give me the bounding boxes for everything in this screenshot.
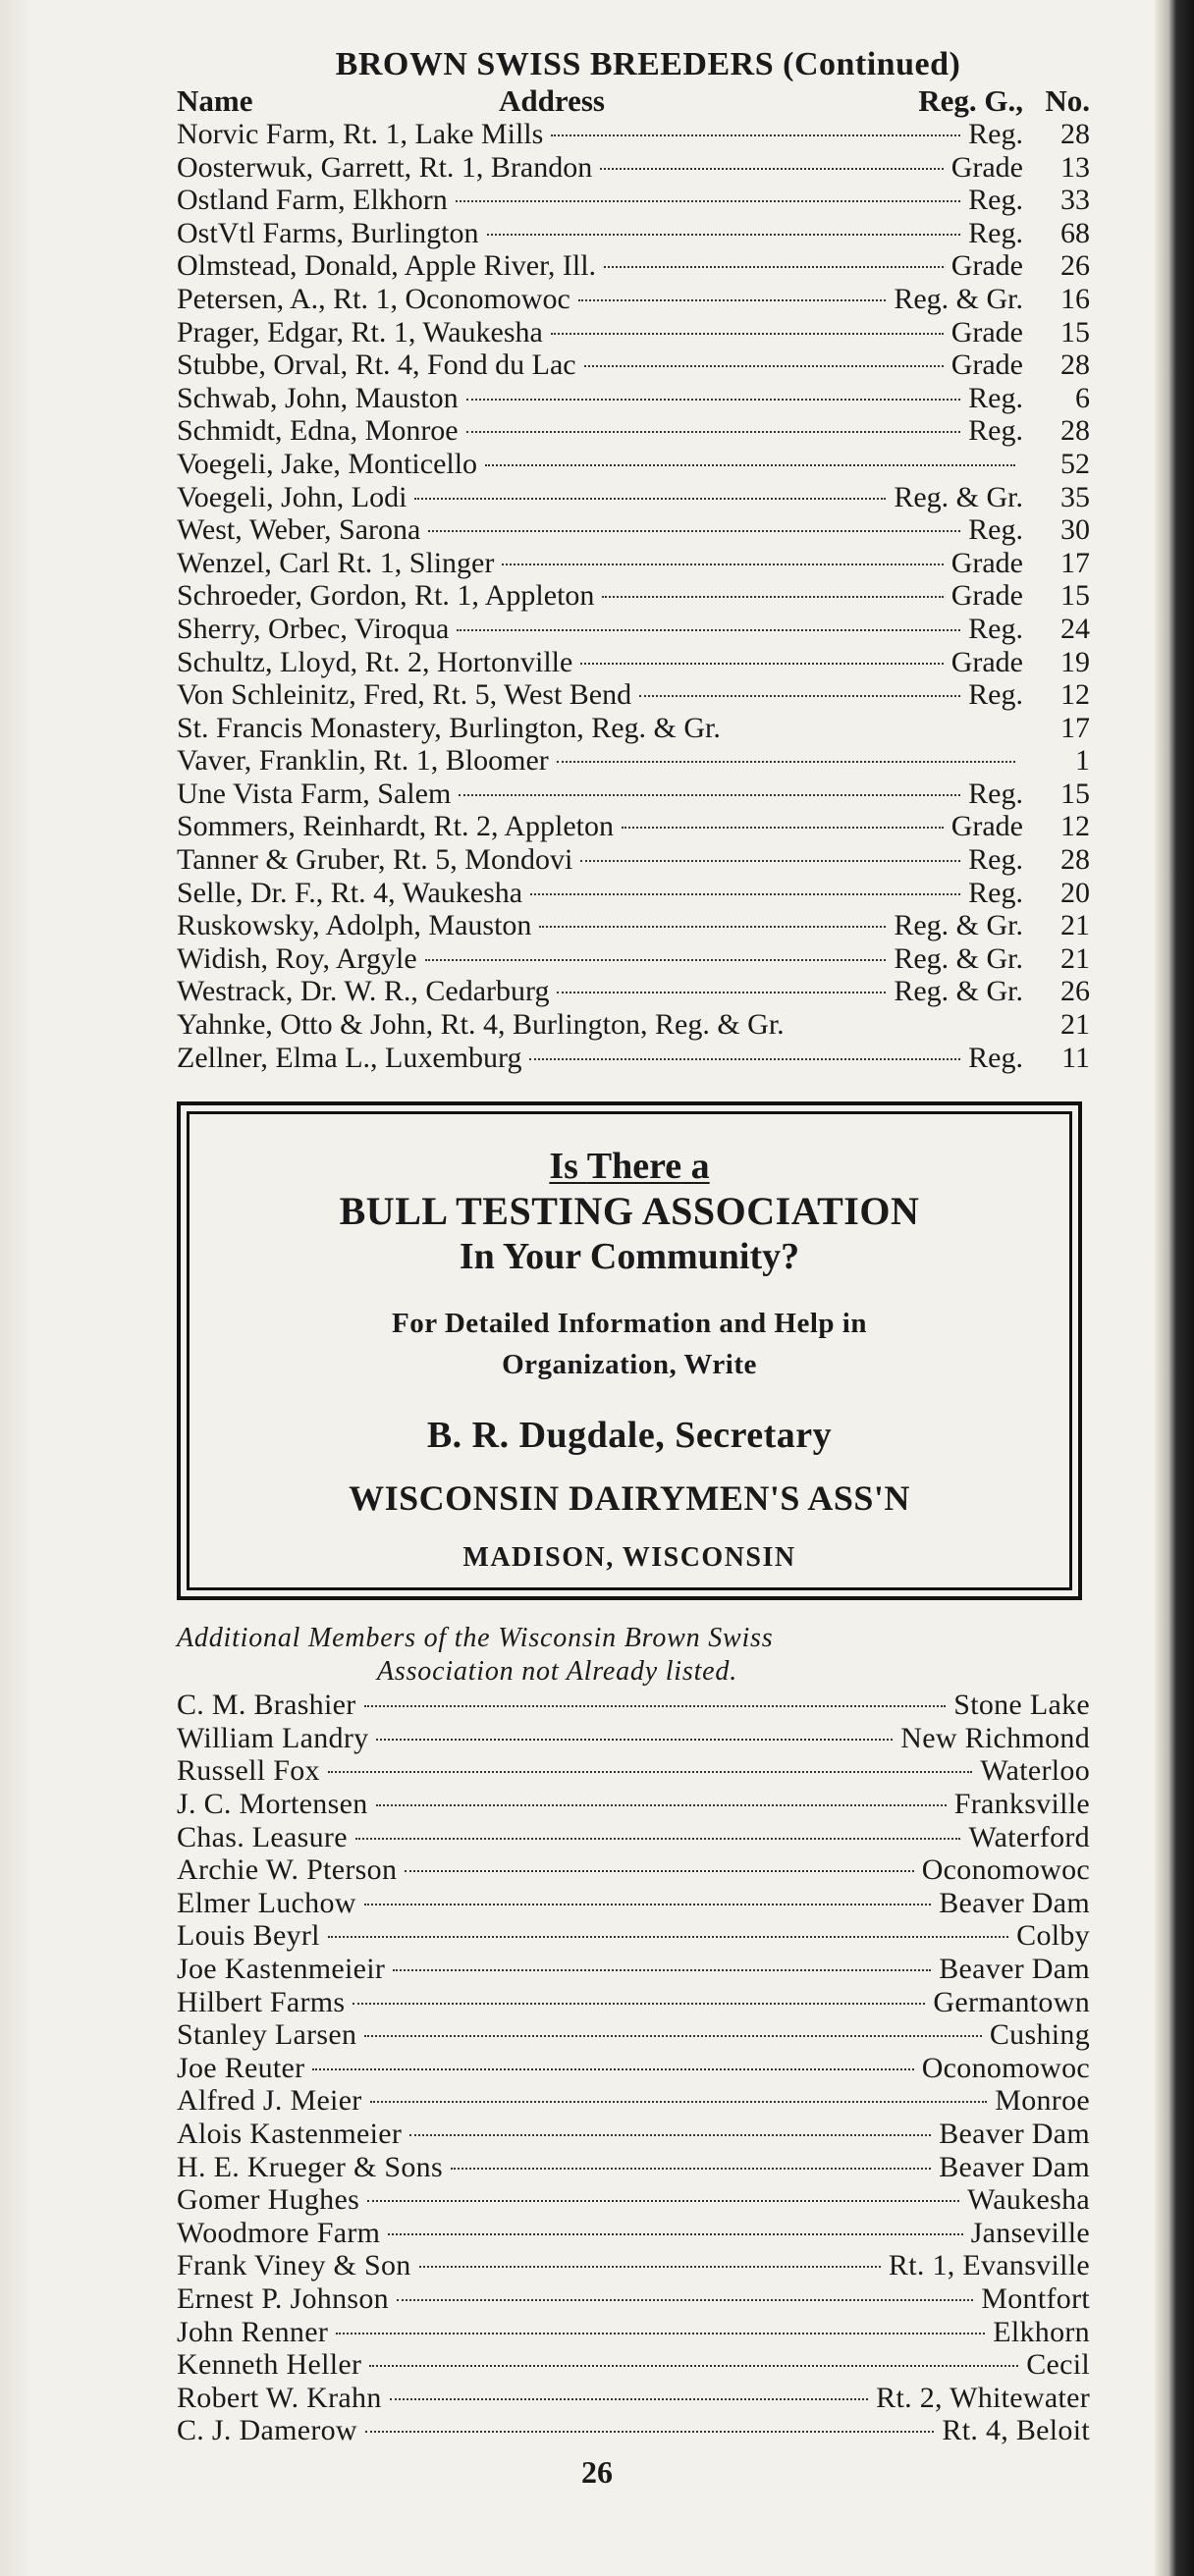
dot-leader (551, 333, 944, 335)
advertisement-inner-frame (187, 1111, 1072, 1590)
breeder-row (177, 810, 1090, 843)
member-name: Chas. Leasure (177, 1820, 348, 1853)
member-name: H. E. Krueger & Sons (177, 2150, 443, 2183)
dot-leader (487, 234, 961, 236)
member-row (177, 2052, 1090, 2085)
dot-leader (457, 629, 960, 631)
member-town: Elkhorn (993, 2315, 1090, 2348)
breeder-row (177, 349, 1090, 382)
breeder-herd-count: 33 (1060, 184, 1090, 217)
breeder-name-address: Olmstead, Donald, Apple River, Ill. (177, 249, 597, 283)
member-name: Joe Kastenmeieir (177, 1952, 386, 1985)
breeder-row (177, 942, 1090, 976)
breeder-row (177, 547, 1090, 580)
breeder-herd-count: 15 (1060, 777, 1090, 810)
member-name: Woodmore Farm (177, 2216, 381, 2249)
breeder-herd-count: 12 (1060, 810, 1090, 843)
member-name: Hilbert Farms (177, 1985, 346, 2018)
ad-info (190, 1303, 1069, 1385)
dot-leader (414, 498, 886, 500)
member-name: Ernest P. Johnson (177, 2281, 389, 2315)
breeder-row (177, 646, 1090, 679)
member-name: Stanley Larsen (177, 2018, 357, 2052)
breeder-herd-count: 26 (1060, 975, 1090, 1008)
member-row (177, 2282, 1090, 2316)
breeder-row (177, 249, 1090, 283)
dot-leader (428, 530, 960, 532)
breeder-herd-count: 52 (1060, 447, 1090, 480)
member-row (177, 1919, 1090, 1953)
dot-leader (376, 1739, 893, 1741)
breeder-herd-count: 21 (1060, 1008, 1090, 1042)
member-row (177, 1689, 1090, 1722)
ad-headline-3: In Your Community? (459, 1236, 800, 1278)
breeder-row (177, 909, 1090, 942)
member-town: Beaver Dam (939, 1952, 1090, 1985)
dot-leader (456, 200, 960, 202)
breeder-registration: Grade (950, 249, 1023, 283)
breeder-name-address: Ruskowsky, Adolph, Mauston (177, 909, 532, 942)
dot-leader (390, 2398, 869, 2400)
dot-leader (328, 1771, 973, 1773)
ad-headline-1 (190, 1144, 1069, 1189)
breeder-row (177, 778, 1090, 811)
dot-leader (364, 1904, 932, 1905)
breeder-herd-count: 11 (1061, 1041, 1090, 1074)
breeder-herd-count: 28 (1060, 414, 1090, 448)
breeder-row (177, 316, 1090, 349)
advertisement-box (177, 1101, 1082, 1600)
member-town: Stone Lake (953, 1689, 1090, 1722)
member-town: Germantown (933, 1985, 1090, 2018)
member-row (177, 2118, 1090, 2151)
dot-leader (557, 761, 1015, 763)
ad-headline-2: BULL TESTING ASSOCIATION (339, 1189, 920, 1234)
member-town: New Richmond (900, 1721, 1090, 1754)
dot-leader (485, 464, 1015, 466)
breeder-row (177, 513, 1090, 547)
page-number: 26 (581, 2454, 613, 2490)
member-town: Rt. 2, Whitewater (876, 2381, 1090, 2414)
breeder-herd-count: 28 (1060, 349, 1090, 382)
member-town: Rt. 1, Evansville (888, 2249, 1090, 2282)
ad-info-line-1: For Detailed Information and Help in (392, 1308, 867, 1340)
breeder-name-address: Selle, Dr. F., Rt. 4, Waukesha (177, 876, 523, 909)
breeder-row (177, 151, 1090, 185)
breeder-herd-count: 30 (1060, 513, 1090, 547)
breeder-herd-count: 24 (1060, 612, 1090, 645)
breeder-row (177, 975, 1090, 1008)
breeder-registration: Reg. & Gr. (894, 282, 1023, 315)
member-name: Frank Viney & Son (177, 2249, 411, 2282)
member-name: Joe Reuter (177, 2051, 305, 2084)
dot-leader (551, 134, 960, 136)
breeder-name-address: Voegeli, John, Lodi (177, 480, 407, 513)
breeder-row (177, 382, 1090, 415)
breeder-registration: Grade (950, 579, 1023, 613)
breeder-registration: Reg. (968, 843, 1023, 877)
dot-leader (622, 827, 944, 829)
dot-leader (604, 266, 944, 268)
breeder-row (177, 448, 1090, 481)
member-row (177, 1986, 1090, 2019)
member-name: Russell Fox (177, 1754, 320, 1788)
member-row (177, 2183, 1090, 2217)
dot-leader (369, 2365, 1018, 2367)
members-intro-line-1: Additional Members of the Wisconsin Brown Swiss (177, 1623, 774, 1654)
dot-leader (397, 2299, 973, 2301)
dot-leader (393, 1969, 931, 1971)
dot-leader (600, 168, 943, 170)
breeder-row (177, 1042, 1090, 1075)
column-headers (177, 84, 1090, 118)
ad-headline-rest: There a (586, 1146, 710, 1188)
member-name: J. C. Mortensen (177, 1788, 368, 1820)
breeder-herd-count: 35 (1060, 480, 1090, 513)
member-row (177, 2217, 1090, 2250)
member-row (177, 2249, 1090, 2282)
breeder-name-address: Schwab, John, Mauston (177, 381, 459, 414)
member-row (177, 2348, 1090, 2382)
breeder-herd-count: 20 (1060, 876, 1090, 909)
member-town: Oconomowoc (921, 2051, 1090, 2084)
dot-leader (539, 926, 886, 928)
members-intro-line-2: Association not Already listed. (377, 1656, 737, 1688)
breeder-registration: Grade (950, 546, 1023, 579)
member-row (177, 2151, 1090, 2184)
breeder-herd-count: 15 (1060, 315, 1090, 349)
breeder-herd-count: 21 (1060, 909, 1090, 942)
breeder-herd-count: 12 (1060, 678, 1090, 712)
breeder-registration: Reg. & Gr. (894, 909, 1023, 942)
member-row (177, 2316, 1090, 2349)
breeder-registration: Reg. (968, 678, 1023, 712)
dot-leader (502, 564, 943, 565)
ad-headline-is: Is (549, 1146, 578, 1188)
dot-leader (451, 2168, 931, 2170)
member-town: Waterford (968, 1820, 1090, 1853)
member-town: Waukesha (967, 2183, 1090, 2217)
breeder-registration: Reg. (968, 118, 1023, 150)
member-town: Janseville (970, 2216, 1090, 2249)
breeder-row (177, 118, 1090, 151)
breeder-name-address: Sommers, Reinhardt, Rt. 2, Appleton (177, 810, 614, 843)
dot-leader (529, 1058, 960, 1060)
dot-leader (466, 399, 961, 401)
breeder-registration: Grade (950, 150, 1023, 184)
breeder-herd-count: 28 (1060, 118, 1090, 150)
breeder-registration: Reg. (968, 216, 1023, 249)
member-town: Franksville (953, 1788, 1090, 1820)
member-row (177, 1788, 1090, 1821)
member-name: John Renner (177, 2315, 329, 2348)
breeder-name-address: St. Francis Monastery, Burlington, Reg. & Gr. (177, 711, 721, 744)
dot-leader (557, 992, 886, 993)
member-name: C. J. Damerow (177, 2414, 357, 2447)
page-edge-left (0, 0, 33, 2576)
breeder-name-address: Voegeli, Jake, Monticello (177, 447, 478, 480)
breeder-name-address: Westrack, Dr. W. R., Cedarburg (177, 975, 550, 1008)
member-name: Robert W. Krahn (177, 2381, 382, 2414)
member-town: Colby (1016, 1919, 1090, 1953)
breeder-name-address: Yahnke, Otto & John, Rt. 4, Burlington, Reg. & Gr. (177, 1008, 785, 1042)
dot-leader (580, 663, 943, 665)
dot-leader (328, 1936, 1008, 1938)
breeder-herd-count: 6 (1075, 381, 1090, 414)
breeder-name-address: Zellner, Elma L., Luxemburg (177, 1041, 522, 1074)
ad-city: MADISON, WISCONSIN (462, 1542, 796, 1574)
member-town: Rt. 4, Beloit (942, 2414, 1090, 2447)
breeder-name-address: Sherry, Orbec, Viroqua (177, 612, 450, 645)
header-no: No. (1045, 83, 1090, 118)
breeder-herd-count: 1 (1075, 744, 1090, 778)
header-address: Address (499, 83, 605, 118)
member-row (177, 2018, 1090, 2052)
breeder-registration: Reg. (968, 184, 1023, 217)
member-row (177, 1754, 1090, 1788)
member-name: Alfred J. Meier (177, 2084, 362, 2118)
member-town: Beaver Dam (939, 2117, 1090, 2150)
breeder-registration: Reg. & Gr. (894, 941, 1023, 975)
breeder-herd-count: 21 (1060, 941, 1090, 975)
member-name: Alois Kastenmeier (177, 2117, 403, 2150)
member-row (177, 2382, 1090, 2415)
dot-leader (580, 860, 960, 862)
breeder-herd-count: 13 (1060, 150, 1090, 184)
breeder-row (177, 579, 1090, 613)
breeder-row (177, 414, 1090, 448)
member-town: Waterloo (980, 1754, 1090, 1788)
breeder-registration: Reg. (968, 612, 1023, 645)
member-row (177, 1722, 1090, 1755)
breeder-herd-count: 16 (1060, 282, 1090, 315)
member-name: Elmer Luchow (177, 1886, 356, 1919)
dot-leader (353, 2003, 925, 2005)
member-town: Montfort (981, 2281, 1090, 2315)
breeder-name-address: Tanner & Gruber, Rt. 5, Mondovi (177, 843, 573, 877)
breeder-name-address: Norvic Farm, Rt. 1, Lake Mills (177, 118, 544, 150)
breeder-row (177, 217, 1090, 250)
dot-leader (365, 2431, 935, 2433)
breeder-row (177, 1008, 1090, 1042)
member-town: Beaver Dam (939, 1886, 1090, 1919)
page-content (177, 45, 1090, 2447)
breeder-list (177, 118, 1090, 1074)
breeder-herd-count: 26 (1060, 249, 1090, 283)
breeder-herd-count: 28 (1060, 843, 1090, 877)
header-reg: Reg. G., (918, 83, 1023, 118)
breeder-row (177, 481, 1090, 514)
breeder-herd-count: 17 (1060, 711, 1090, 744)
dot-leader (639, 695, 960, 697)
dot-leader (388, 2233, 962, 2235)
breeder-name-address: Schultz, Lloyd, Rt. 2, Hortonville (177, 645, 573, 678)
breeder-registration: Grade (950, 810, 1023, 843)
breeder-registration: Reg. (968, 876, 1023, 909)
breeder-name-address: Stubbe, Orval, Rt. 4, Fond du Lac (177, 349, 576, 382)
breeder-registration: Grade (950, 315, 1023, 349)
breeder-row (177, 744, 1090, 778)
member-name: William Landry (177, 1721, 369, 1754)
dot-leader (409, 2134, 931, 2136)
member-name: Kenneth Heller (177, 2348, 362, 2382)
breeder-name-address: Wenzel, Carl Rt. 1, Slinger (177, 546, 495, 579)
member-row (177, 2084, 1090, 2118)
breeder-row (177, 843, 1090, 877)
breeder-registration: Reg. (968, 513, 1023, 547)
header-name: Name (177, 83, 253, 118)
breeder-herd-count: 19 (1060, 645, 1090, 678)
breeder-registration: Grade (950, 645, 1023, 678)
breeder-name-address: Oosterwuk, Garrett, Rt. 1, Brandon (177, 150, 593, 184)
dot-leader (364, 1705, 947, 1707)
breeder-row (177, 712, 1090, 745)
breeder-herd-count: 17 (1060, 546, 1090, 579)
breeder-name-address: Ostland Farm, Elkhorn (177, 184, 448, 217)
member-row (177, 2414, 1090, 2447)
dot-leader (336, 2333, 985, 2334)
dot-leader (425, 959, 887, 961)
member-town: Cushing (989, 2018, 1090, 2052)
breeder-row (177, 184, 1090, 217)
breeder-registration: Reg. & Gr. (894, 480, 1023, 513)
breeder-name-address: Petersen, A., Rt. 1, Oconomowoc (177, 282, 570, 315)
breeder-registration: Reg. (968, 777, 1023, 810)
breeder-registration: Reg. (968, 414, 1023, 448)
breeder-row (177, 613, 1090, 646)
dot-leader (312, 2068, 913, 2070)
member-town: Oconomowoc (921, 1853, 1090, 1887)
breeder-name-address: Von Schleinitz, Fred, Rt. 5, West Bend (177, 678, 632, 712)
breeder-name-address: Une Vista Farm, Salem (177, 777, 452, 810)
member-town: Beaver Dam (939, 2150, 1090, 2183)
member-list (177, 1689, 1090, 2447)
members-intro (177, 1622, 1090, 1689)
dot-leader (584, 365, 944, 367)
dot-leader (367, 2200, 959, 2202)
dot-leader (466, 431, 961, 433)
dot-leader (376, 1804, 947, 1806)
breeder-herd-count: 15 (1060, 579, 1090, 613)
breeder-name-address: OstVtl Farms, Burlington (177, 216, 479, 249)
breeder-name-address: Vaver, Franklin, Rt. 1, Bloomer (177, 744, 549, 778)
breeder-registration: Reg. (968, 1041, 1023, 1074)
dot-leader (419, 2266, 881, 2268)
member-row (177, 1853, 1090, 1887)
breeder-name-address: Schmidt, Edna, Monroe (177, 414, 459, 448)
member-row (177, 1821, 1090, 1854)
breeder-row (177, 678, 1090, 712)
breeder-name-address: Prager, Edgar, Rt. 1, Waukesha (177, 315, 543, 349)
section-title: BROWN SWISS BREEDERS (Continued) (335, 46, 961, 82)
dot-leader (405, 1870, 913, 1872)
dot-leader (578, 299, 887, 301)
member-name: C. M. Brashier (177, 1689, 356, 1722)
breeder-name-address: Schroeder, Gordon, Rt. 1, Appleton (177, 579, 595, 613)
dot-leader (355, 1838, 961, 1840)
page-binding-edge (1155, 0, 1194, 2576)
breeder-name-address: Widish, Roy, Argyle (177, 941, 417, 975)
breeder-registration: Reg. (968, 381, 1023, 414)
dot-leader (364, 2035, 982, 2037)
member-row (177, 1953, 1090, 1986)
dot-leader (459, 794, 960, 796)
ad-secretary: B. R. Dugdale, Secretary (426, 1415, 833, 1457)
member-row (177, 1887, 1090, 1920)
ad-association: WISCONSIN DAIRYMEN'S ASS'N (349, 1478, 910, 1519)
dot-leader (602, 596, 943, 598)
dot-leader (370, 2101, 988, 2103)
member-name: Gomer Hughes (177, 2183, 360, 2217)
member-name: Louis Beyrl (177, 1919, 320, 1953)
member-town: Monroe (995, 2084, 1090, 2118)
breeder-registration: Grade (950, 349, 1023, 382)
breeder-registration: Reg. & Gr. (894, 975, 1023, 1008)
breeder-name-address: West, Weber, Sarona (177, 513, 421, 547)
breeder-row (177, 877, 1090, 910)
breeder-herd-count: 68 (1060, 216, 1090, 249)
member-town: Cecil (1026, 2348, 1090, 2382)
breeder-row (177, 283, 1090, 316)
dot-leader (530, 893, 960, 895)
ad-info-line-2: Organization, Write (502, 1349, 757, 1381)
member-name: Archie W. Pterson (177, 1853, 398, 1887)
